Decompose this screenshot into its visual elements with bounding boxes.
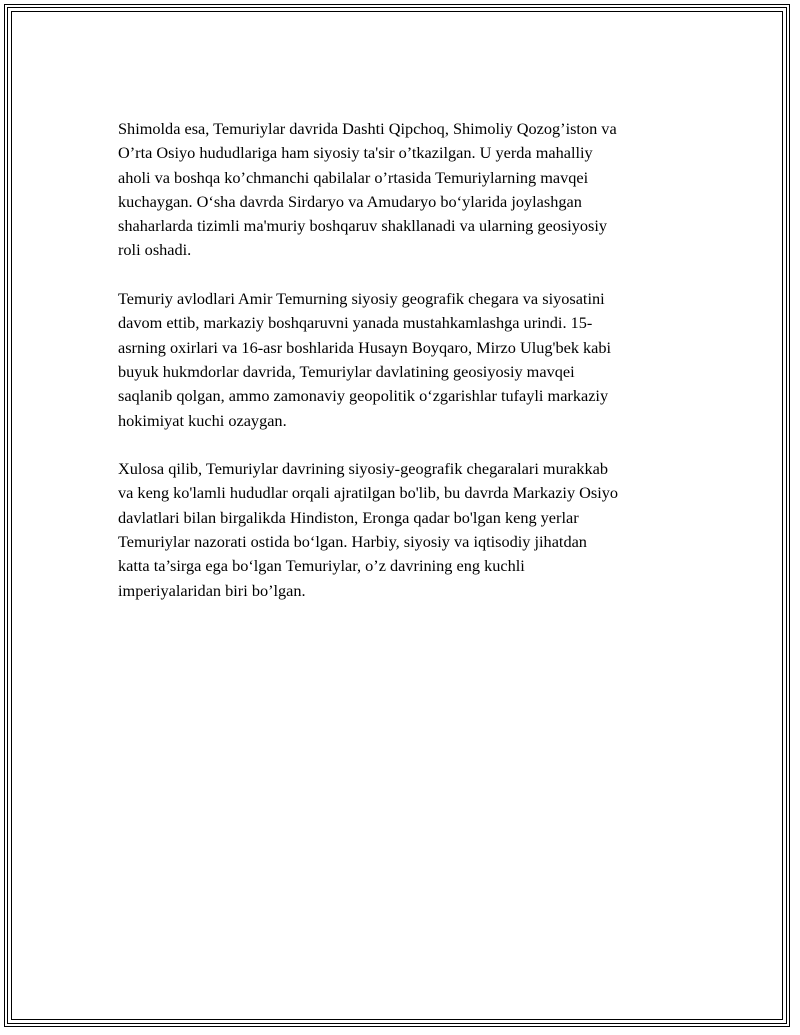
text-line: aholi va boshqa ko’chmanchi qabilalar o’rtasida Temuriylarning mavqei	[118, 167, 589, 187]
text-line: Xulosa qilib, Temuriylar davrining siyosiy-geografik chegaralari murakkab	[118, 459, 609, 479]
paragraph-3	[118, 457, 690, 603]
text-line: katta ta’sirga ega bo‘lgan Temuriylar, o’z davrining eng kuchli	[118, 556, 525, 576]
paragraph-1	[118, 117, 690, 263]
text-line: kuchaygan. O‘sha davrda Sirdaryo va Amudaryo bo‘ylarida joylashgan	[118, 191, 582, 211]
text-line: O’rta Osiyo hududlariga ham siyosiy ta'sir o’tkazilgan. U yerda mahalliy	[118, 143, 593, 163]
text-line: shaharlarda tizimli ma'muriy boshqaruv shakllanadi va ularning geosiyosiy	[118, 216, 607, 236]
text-line: imperiyalaridan biri bo’lgan.	[118, 580, 306, 600]
document-body	[118, 117, 690, 627]
text-line: davom ettib, markaziy boshqaruvni yanada mustahkamlashga urindi. 15-	[118, 313, 593, 333]
text-line: hokimiyat kuchi ozaygan.	[118, 410, 287, 430]
text-line: asrning oxirlari va 16-asr boshlarida Husayn Boyqaro, Mirzo Ulug'bek kabi	[118, 337, 612, 357]
text-line: Temuriy avlodlari Amir Temurning siyosiy geografik chegara va siyosatini	[118, 289, 605, 309]
text-line: davlatlari bilan birgalikda Hindiston, Eronga qadar bo'lgan keng yerlar	[118, 507, 579, 527]
paragraph-2	[118, 287, 690, 433]
text-line: Temuriylar nazorati ostida bo‘lgan. Harbiy, siyosiy va iqtisodiy jihatdan	[118, 532, 587, 552]
text-line: Shimolda esa, Temuriylar davrida Dashti Qipchoq, Shimoliy Qozog’iston va	[118, 119, 617, 138]
text-line: roli oshadi.	[118, 240, 192, 260]
text-line: va keng ko'lamli hududlar orqali ajratilgan bo'lib, bu davrda Markaziy Osiyo	[118, 483, 619, 503]
text-line: saqlanib qolgan, ammo zamonaviy geopolitik o‘zgarishlar tufayli markaziy	[118, 386, 609, 406]
text-line: buyuk hukmdorlar davrida, Temuriylar davlatining geosiyosiy mavqei	[118, 361, 575, 381]
